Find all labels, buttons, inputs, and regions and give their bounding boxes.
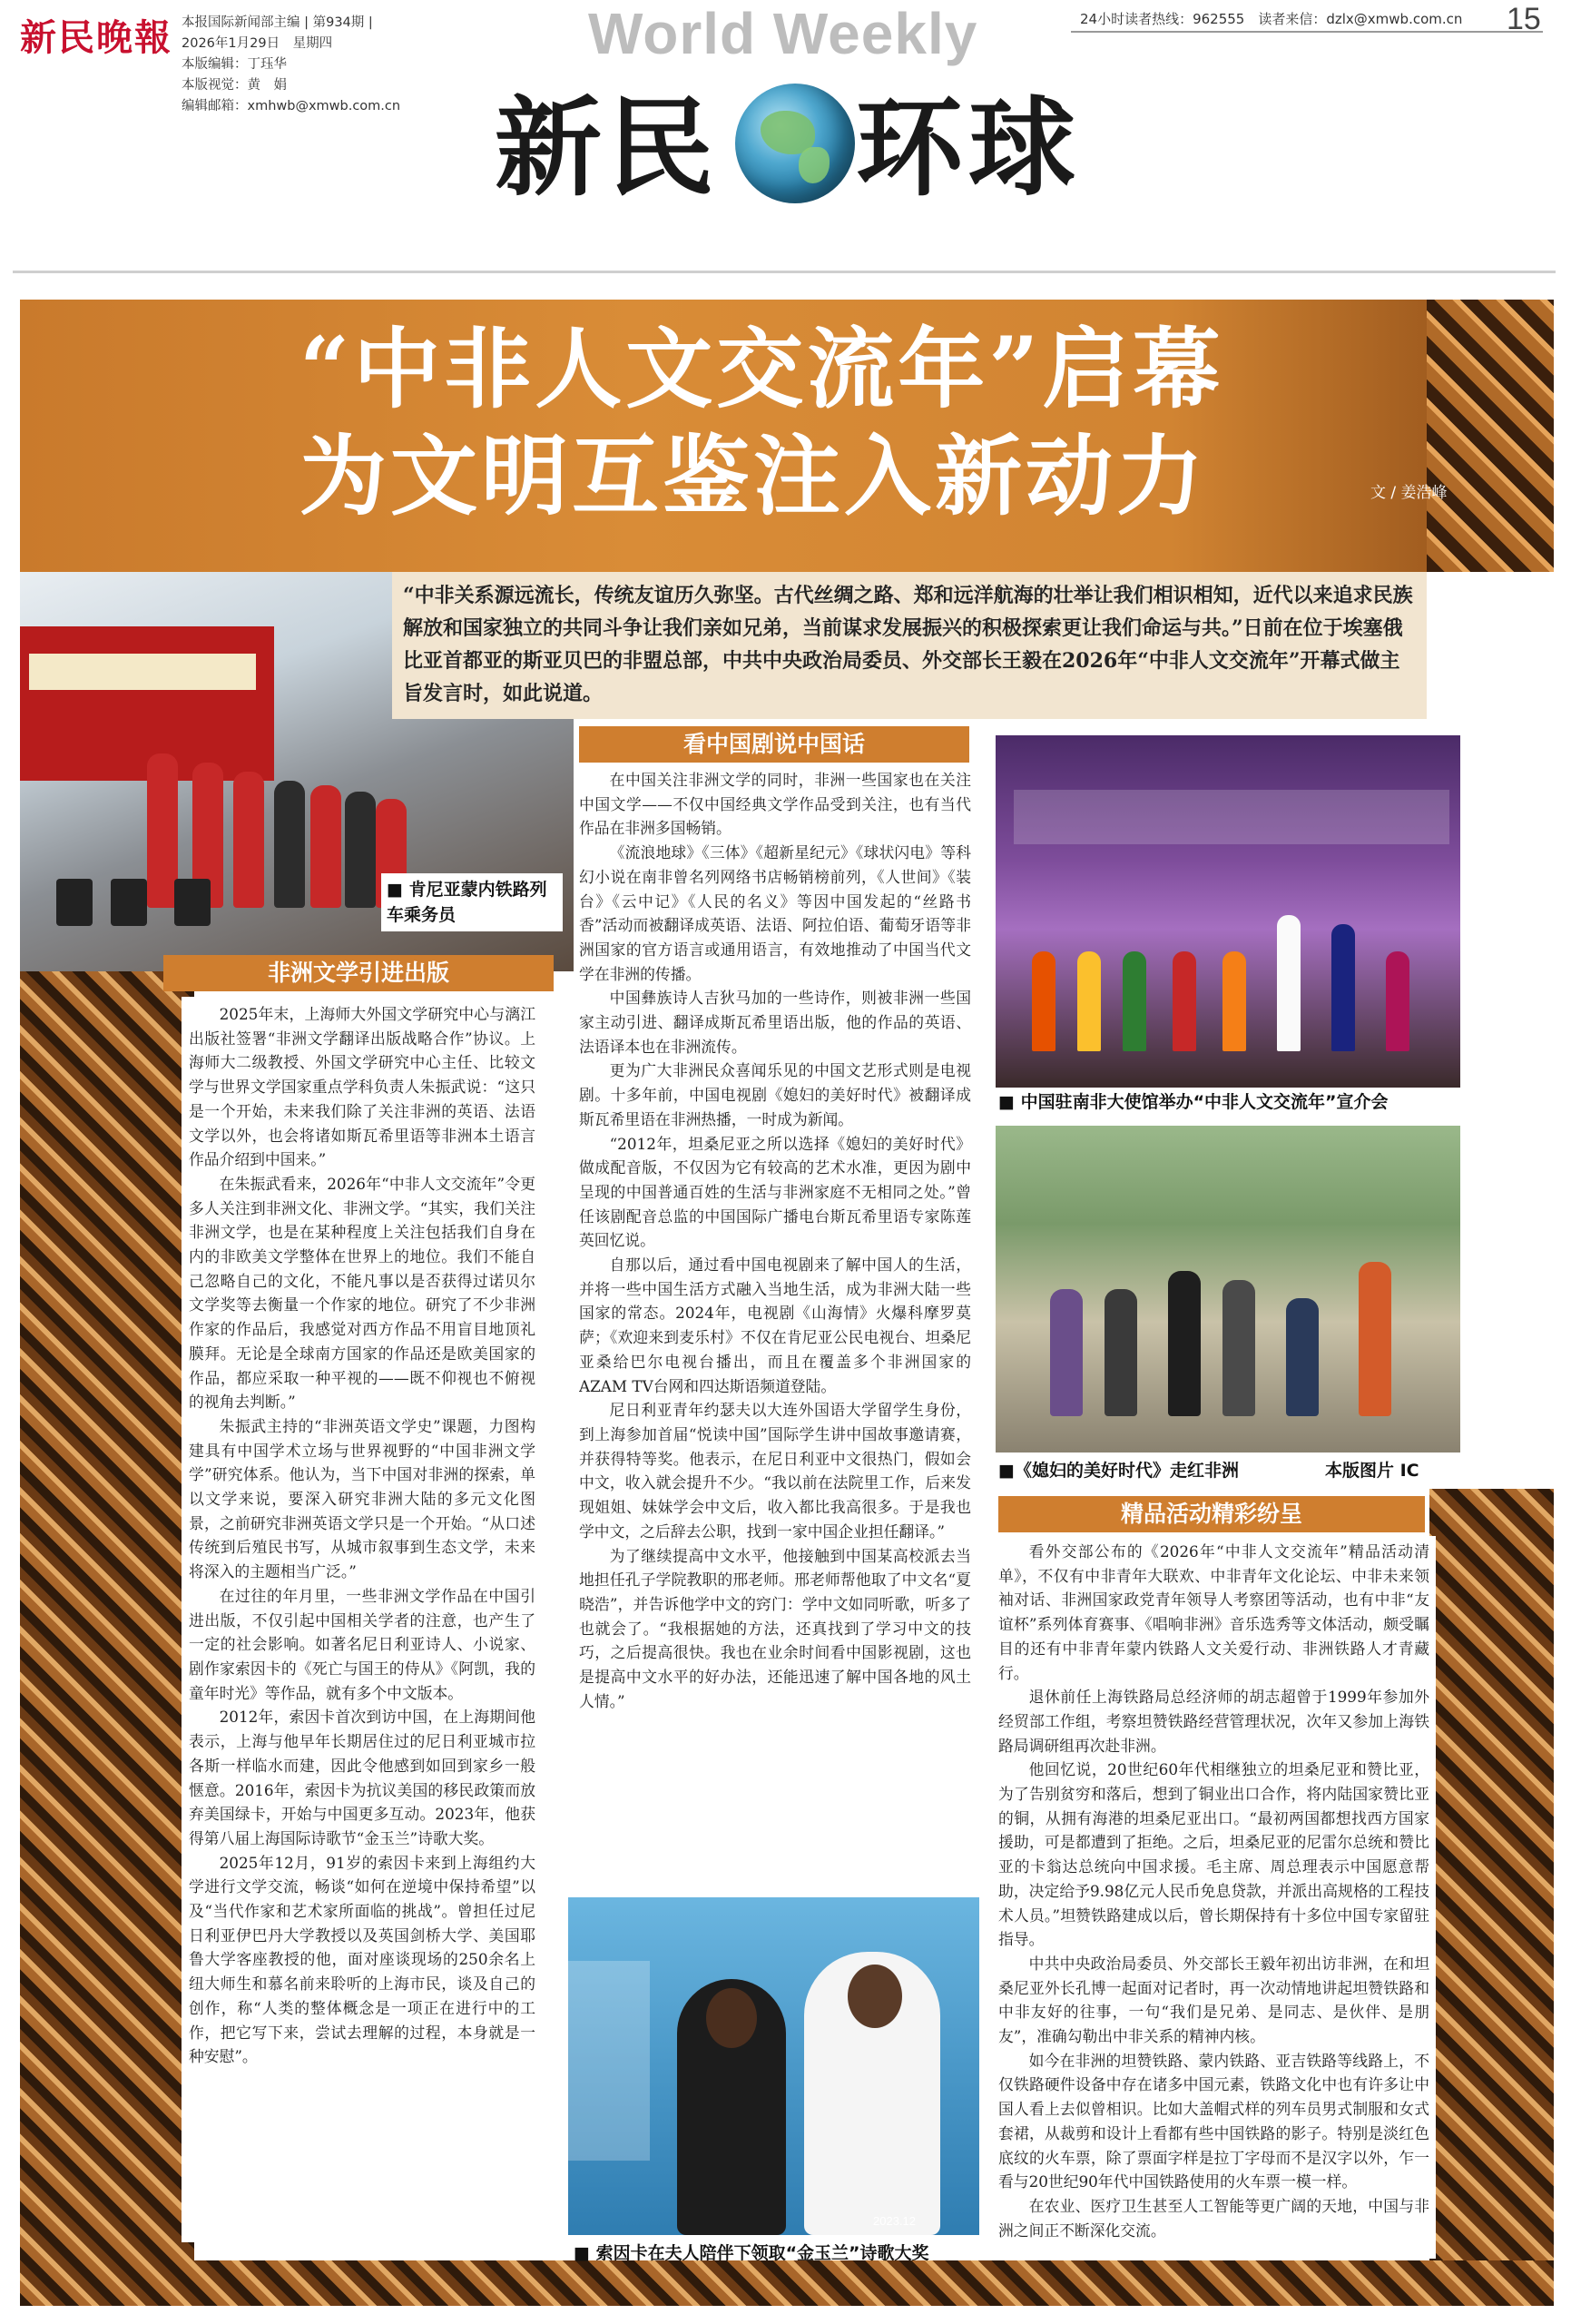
edition-english-title: World Weekly: [588, 1, 978, 66]
caption-embassy: ■ 中国驻南非大使馆举办“中非人文交流年”宣介会: [998, 1092, 1389, 1112]
paragraph: 更为广大非洲民众喜闻乐见的中国文艺形式则是电视剧。十多年前，中国电视剧《媳妇的美好时代》被翻译成斯瓦希里语在非洲热播，一时成为新闻。: [579, 1061, 971, 1128]
photo-soyinka-award: [568, 1897, 979, 2235]
person-figure: [1050, 1289, 1083, 1416]
lead-paragraph: “中非关系源远流长，传统友谊历久弥坚。古代丝绸之路、郑和远洋航海的壮举让我们相识相知，近代以来追求民族解放和国家独立的共同斗争让我们亲如兄弟，当前谋求发展振兴的积极探索更让我们命运与共。”日前在位于埃塞俄比亚首都亚的斯亚贝巴的非盟总部，中共中央政治局委员、外交部长王毅在2026年“中非人文交流年”开幕式做主旨发言时，如此说道。: [392, 572, 1427, 719]
column-african-literature: [182, 997, 543, 2242]
performer-figure: [1032, 951, 1056, 1051]
paragraph: 在朱振武看来，2026年“中非人文交流年”令更多人关注到非洲文化、非洲文学。“其实，我们关注非洲文学，也是在某种程度上关注包括我们自身在内的非欧美文学整体在世界上的地位。我们不能自己忽略自己的文化，不能凡事以是否获得过诺贝尔文学奖等去衡量一个作家的地位。研究了不少非洲作家的作品后，我感觉对西方作品不用盲目地顶礼膜拜。无论是全球南方国家的作品还是欧美国家的作品，都应采取一种平视的——既不仰视也不俯视的视角去判断。”: [189, 1174, 535, 1412]
column-chinese-drama: [579, 768, 971, 1885]
crew-figure: [233, 772, 264, 908]
paragraph: 看外交部公布的《2026年“中非人文交流年”精品活动清单》，不仅有中非青年大联欢、中非青年文化论坛、中非未来领袖对话、非洲国家政党青年领导人考察团等活动，也有中非“友谊杯”系列体育赛事、《唱响非洲》音乐选秀等文体活动，颇受瞩目的还有中非青年蒙内铁路人文关爱行动、非洲铁路人才青藏行。: [998, 1542, 1429, 1682]
crew-figure: [147, 753, 178, 908]
paragraph: 如今在非洲的坦赞铁路、蒙内铁路、亚吉铁路等线路上，不仅铁路硬件设备中存在诸多中国元素，铁路文化中也有许多让中国人看上去似曾相识。比如大盖帽式样的列车员男式制服和女式套裙，从裁剪和设计上看都有些中国铁路的影子。特别是淡红色底纹的火车票，除了票面字样是拉丁字母而不是汉字以外，乍一看与20世纪90年代中国铁路使用的火车票一模一样。: [998, 2051, 1429, 2191]
section-title-activities: 精品活动精彩纷呈: [998, 1496, 1425, 1532]
page-number: 15: [1507, 2, 1541, 36]
crew-figure: [310, 785, 341, 908]
headline-line-2: 为文明互鉴注入新动力: [299, 425, 1207, 527]
person-figure: [1359, 1262, 1391, 1416]
performer-figure: [1173, 951, 1196, 1051]
paragraph: 尼日利亚青年约瑟夫以大连外国语大学留学生身份，到上海参加首届“悦读中国”国际学生讲中国故事邀请赛，并获得特等奖。他表示，在尼日利亚中文很热门，假如会中文，收入就会提升不少。“我以前在法院里工作，后来发现姐姐、妹妹学会中文后，收入都比我高很多。于是我也学中文，之后辞去公职，找到一家中国企业担任翻译。”: [579, 1401, 971, 1541]
crew-figure: [345, 792, 376, 908]
paragraph: “2012年，坦桑尼亚之所以选择《媳妇的美好时代》做成配音版，不仅因为它有较高的艺术水准，更因为剧中呈现的中国普通百姓的生活与非洲家庭不无相同之处。”曾任该剧配音总监的中国国际广播电台斯瓦希里语专家陈莲英回忆说。: [579, 1134, 971, 1250]
caption-award: ■ 索因卡在夫人陪伴下领取“金玉兰”诗歌大奖: [574, 2243, 929, 2263]
masthead-divider: [13, 271, 1556, 273]
photo-watermark: 2023.12: [873, 2214, 916, 2228]
paragraph: 在农业、医疗卫生甚至人工智能等更广阔的天地，中国与非洲之间正不断深化交流。: [998, 2196, 1429, 2240]
edition-title-left: 新民: [495, 84, 721, 211]
train-car: [20, 626, 274, 781]
african-pattern-bottom: [20, 2260, 1554, 2306]
caption-tv-drama: ■《媳妇的美好时代》走红非洲: [998, 1461, 1239, 1481]
date-line: 2026年1月29日 星期四: [182, 36, 333, 51]
editor-line: 本报国际新闻部主编 | 第934期 |: [182, 15, 373, 30]
performer-figure: [1123, 951, 1146, 1051]
person-figure: [677, 1979, 786, 2235]
visual-line: 本版视觉：黄 娟: [182, 78, 287, 93]
paragraph: 2025年末，上海师大外国文学研究中心与漓江出版社签署“非洲文学翻译出版战略合作”协议。上海师大二级教授、外国文学研究中心主任、比较文学与世界文学国家重点学科负责人朱振武说：“这只是一个开始，未来我们除了关注非洲的英语、法语文学以外，也会将诸如斯瓦希里语等非洲本土语言作品介绍到中国来。”: [189, 1005, 535, 1169]
email-line: 编辑邮箱：xmhwb@xmwb.com.cn: [182, 99, 401, 113]
paragraph: 2012年，索因卡首次到访中国，在上海期间他表示，上海与他早年长期居住过的尼日利亚城市拉各斯一样临水而建，因此令他感到如回到家乡一般惬意。2016年，索因卡为抗议美国的移民政策而放弃美国绿卡，开始与中国更多互动。2023年，他获得第八届上海国际诗歌节“金玉兰”诗歌大奖。: [189, 1708, 535, 1847]
person-figure: [804, 1952, 940, 2235]
paragraph: 朱振武主持的“非洲英语文学史”课题，力图构建具有中国学术立场与世界视野的“中国非洲文学学”研究体系。他认为，当下中国对非洲的探索，单以文学来说，要深入研究非洲大陆的多元文化图景，之前研究非洲英语文学只是一个开始。“从口述传统到后殖民书写，从城市叙事到生态文学，未来将深入的主题相当广泛。”: [189, 1416, 535, 1581]
byline: 文 / 姜浩峰: [1370, 484, 1448, 502]
paragraph: 退休前任上海铁路局总经济师的胡志超曾于1999年参加外经贸部工作组，考察坦赞铁路经营管理状况，次年又参加上海铁路局调研组再次赴非洲。: [998, 1688, 1429, 1755]
performer-figure: [1222, 951, 1246, 1051]
headline-line-1: “中非人文交流年”启幕: [299, 318, 1224, 420]
stage-screen: [1014, 790, 1449, 844]
performer-figure: [1077, 951, 1101, 1051]
issue-meta: [182, 13, 526, 117]
luggage: [111, 879, 147, 926]
column-activities: [998, 1540, 1429, 2257]
performer-figure: [1277, 915, 1301, 1051]
newspaper-logo: 新民晚報: [20, 16, 172, 59]
crew-figure: [274, 781, 305, 908]
banner-pattern: [1427, 300, 1554, 572]
edit-line: 本版编辑：丁珏华: [182, 57, 287, 72]
reader-hotline: 24小时读者热线：962555 读者来信：dzlx@xmwb.com.cn: [1080, 11, 1463, 27]
performer-figure: [1386, 951, 1409, 1051]
stage-backdrop: [568, 1961, 650, 2161]
caption-train: ■ 肯尼亚蒙内铁路列车乘务员: [381, 873, 563, 931]
paragraph: 中国彝族诗人吉狄马加的一些诗作，则被非洲一些国家主动引进、翻译成斯瓦希里语出版，他的作品的英语、法语译本也在非洲流传。: [579, 989, 971, 1056]
paragraph: 中共中央政治局委员、外交部长王毅年初出访非洲，在和坦桑尼亚外长孔博一起面对记者时，再一次动情地讲起坦赞铁路和中非友好的往事，一句“我们是兄弟、是同志、是伙伴、是朋友”，准确勾勒出中非关系的精神内核。: [998, 1954, 1429, 2046]
paragraph: 为了继续提高中文水平，他接触到中国某高校派去当地担任孔子学院教职的邢老师。邢老师帮他取了中文名“夏晓浩”，并告诉他学中文的窍门：学中文如同听歌，听多了也就会了。“我根据她的方法，还真找到了学习中文的技巧，之后提高很快。我也在业余时间看中国影视剧，这也是提高中文水平的好办法，还能迅速了解中国各地的风土人情。”: [579, 1546, 971, 1710]
photo-embassy-event: [996, 735, 1460, 1088]
section-title-chinese-drama: 看中国剧说中国话: [579, 726, 969, 763]
person-figure: [1222, 1280, 1255, 1416]
paragraph: 《流浪地球》《三体》《超新星纪元》《球状闪电》等科幻小说在南非曾名列网络书店畅销榜前列，《人世间》《装台》《云中记》《人民的名义》等因中国发起的“丝路书香”活动而被翻译成英语、法语、阿拉伯语、葡萄牙语等非洲国家的官方语言或通用语言，有效地推动了中国当代文学在非洲的传播。: [579, 843, 971, 983]
paragraph: 2025年12月，91岁的索因卡来到上海组约大学进行文学交流，畅谈“如何在逆境中保持希望”以及“当代作家和艺术家所面临的挑战”。曾担任过尼日利亚伊巴丹大学教授以及英国剑桥大学、美国耶鲁大学客座教授的他，面对座谈现场的250余名上纽大师生和慕名前来聆听的上海市民，谈及自己的创作，称“人类的整体概念是一项正在进行中的工作，把它写下来，尝试去理解的过程，本身就是一种安慰”。: [189, 1853, 535, 2066]
african-pattern-right: [1429, 1489, 1554, 2306]
globe-icon: [735, 84, 855, 203]
luggage: [56, 879, 93, 926]
photo-tv-drama: [996, 1126, 1460, 1452]
person-figure: [1105, 1289, 1137, 1416]
edition-title-right: 环球: [856, 84, 1082, 211]
person-figure: [1286, 1298, 1319, 1416]
luggage: [174, 879, 211, 926]
header-rule: [1071, 31, 1543, 33]
paragraph: 他回忆说，20世纪60年代相继独立的坦桑尼亚和赞比亚，为了告别贫穷和落后，想到了铜业出口合作，将内陆国家赞比亚的铜，从拥有海港的坦桑尼亚出口。“最初两国都想找西方国家援助，可是都遭到了拒绝。之后，坦桑尼亚的尼雷尔总统和赞比亚的卡翁达总统向中国求援。毛主席、周总理表示中国愿意帮助，决定给予9.98亿元人民币免息贷款，并派出高规格的工程技术人员。”坦赞铁路建成以后，曾长期保持有十多位中国专家留驻指导。: [998, 1760, 1429, 1949]
paragraph: 自那以后，通过看中国电视剧来了解中国人的生活，并将一些中国生活方式融入当地生活，成为非洲大陆一些国家的常态。2024年，电视剧《山海情》火爆科摩罗莫萨；《欢迎来到麦乐村》不仅在肯尼亚公民电视台、坦桑尼亚桑给巴尔电视台播出，而且在覆盖多个非洲国家的AZAM TV台网和四达斯语频道登陆。: [579, 1256, 971, 1395]
paragraph: 在过往的年月里，一些非洲文学作品在中国引进出版，不仅引起中国相关学者的注意，也产生了一定的社会影响。如著名尼日利亚诗人、小说家、剧作家索因卡的《死亡与国王的侍从》《阿凯，我的童年时光》等作品，就有多个中文版本。: [189, 1586, 535, 1702]
person-figure: [1168, 1271, 1201, 1416]
photo-credit: 本版图片 IC: [1325, 1461, 1419, 1481]
african-pattern-left: [20, 935, 194, 2306]
section-title-african-literature: 非洲文学引进出版: [163, 955, 554, 991]
performer-figure: [1331, 924, 1355, 1051]
paragraph: 在中国关注非洲文学的同时，非洲一些国家也在关注中国文学——不仅中国经典文学作品受到关注，也有当代作品在非洲多国畅销。: [579, 771, 971, 838]
